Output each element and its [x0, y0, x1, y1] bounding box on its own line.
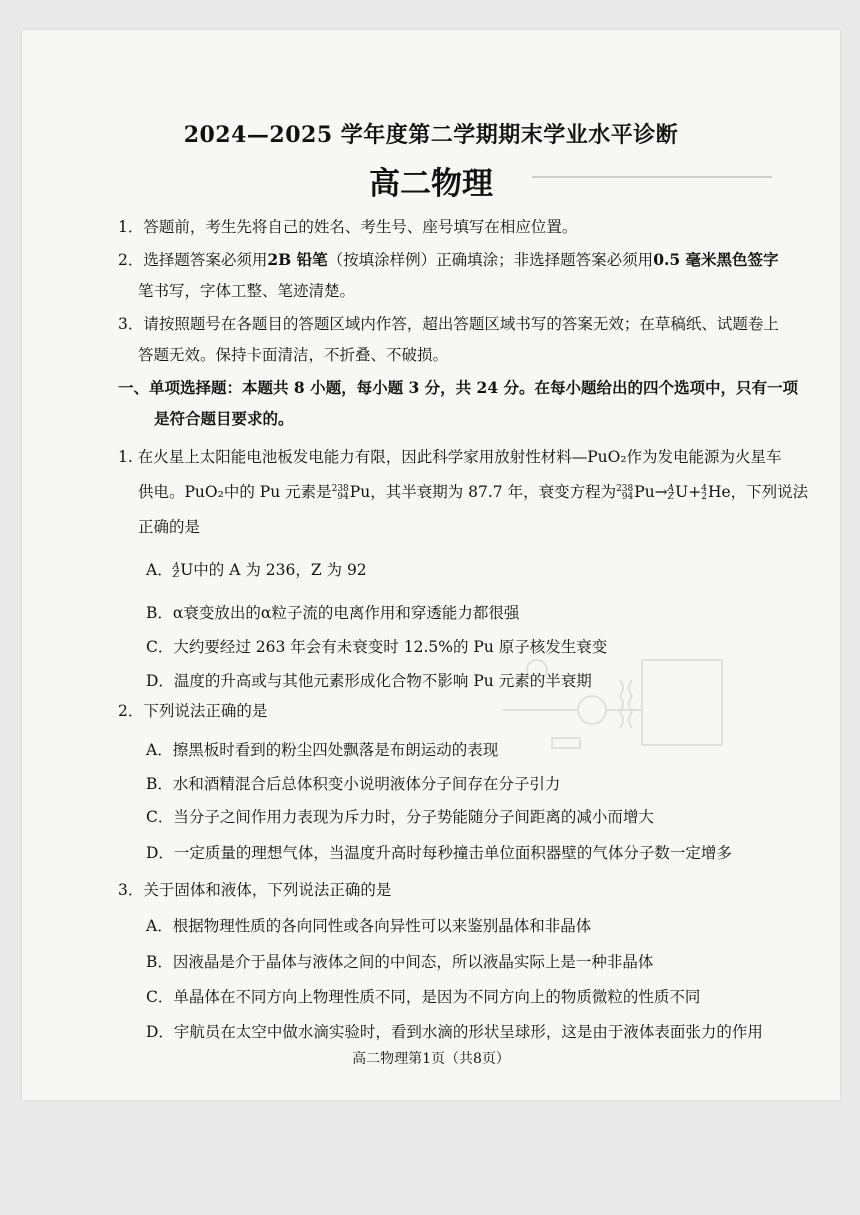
q1-option-a-Z: Z: [172, 570, 180, 580]
q1-option-a-text: U中的 A 为 236，Z 为 92: [180, 561, 367, 579]
eq-pu-num: 94: [621, 492, 634, 502]
q1-option-a-label: A．: [146, 561, 173, 579]
eq-u-A: A: [667, 484, 675, 494]
q3-option-d: D．宇航员在太空中做水滴实验时，看到水滴的形状呈球形，这是由于液体表面张力的作用: [146, 1023, 763, 1041]
q1-option-a: [146, 558, 367, 580]
subject-title: 高二物理: [369, 166, 493, 202]
instruction-2: [118, 248, 779, 270]
section-heading: 一、单项选择题：本题共 8 小题，每小题 3 分，共 24 分。在每小题给出的四个选项中，只有一项: [118, 378, 799, 397]
instruction-2-cont: 笔书写，字体工整、笔迹清楚。: [138, 282, 356, 300]
q1-option-c: C．大约要经过 263 年会有未衰变时 12.5%的 Pu 原子核发生衰变: [146, 638, 608, 656]
instruction-3: 3．请按照题号在各题目的答题区域内作答，超出答题区域书写的答案无效；在草稿纸、试题卷上: [118, 315, 779, 333]
instruction-2-pencil: 2B 铅笔: [267, 250, 328, 269]
eq-u-isotope: [668, 485, 675, 501]
q2-stem: 2．下列说法正确的是: [118, 702, 268, 720]
instruction-1: 1．答题前，考生先将自己的姓名、考生号、座号填写在相应位置。: [118, 218, 578, 236]
q1-option-b: B．α衰变放出的α粒子流的电离作用和穿透能力都很强: [146, 604, 520, 622]
q2-option-d: D．一定质量的理想气体，当温度升高时每秒撞击单位面积器壁的气体分子数一定增多: [146, 844, 732, 862]
section-heading-cont: 是符合题目要求的。: [154, 409, 294, 428]
eq-he-rest: He，下列说法: [707, 483, 809, 501]
eq-pu-isotope: [616, 485, 633, 501]
q3-option-c: C．单晶体在不同方向上物理性质不同，是因为不同方向上的物质微粒的性质不同: [146, 988, 701, 1006]
instruction-3-cont: 答题无效。保持卡面清洁，不折叠、不破损。: [138, 346, 449, 364]
q1-stem-line2: [138, 480, 808, 502]
q3-stem: 3．关于固体和液体，下列说法正确的是: [118, 881, 392, 899]
eq-he-isotope: [701, 485, 707, 501]
q2-option-c: C．当分子之间作用力表现为斥力时，分子势能随分子间距离的减小而增大: [146, 808, 654, 826]
page-footer: 高二物理第1页（共8页）: [352, 1051, 510, 1067]
q2-option-b: B．水和酒精混合后总体积变小说明液体分子间存在分子引力: [146, 775, 561, 793]
pu-atomic-number: 94: [337, 492, 349, 502]
eq-pu-mass: 238: [616, 484, 634, 494]
q1-option-a-A: A: [172, 562, 180, 572]
bleed-through-circuit-graphic: [492, 650, 732, 760]
q3-option-b: B．因液晶是介于晶体与液体之间的中间态，所以液晶实际上是一种非晶体: [146, 953, 654, 971]
eq-he-num: 2: [701, 492, 707, 502]
instruction-2-text-a: 2．选择题答案必须用: [118, 251, 268, 269]
q3-option-a: A．根据物理性质的各向同性或各向异性可以来鉴别晶体和非晶体: [146, 917, 592, 935]
pu-mass-number: 238: [331, 484, 349, 494]
exam-sheet: [22, 30, 840, 1100]
eq-u: U+: [675, 483, 702, 501]
q1-text: 供电。PuO₂中的 Pu 元素是: [138, 483, 332, 501]
instruction-2-text-c: （按填涂样例）正确填涂；非选择题答案必须用: [327, 251, 654, 269]
eq-arrow: Pu→: [634, 483, 668, 501]
exam-title: 2024—2025 学年度第二学期期末学业水平诊断: [183, 122, 679, 148]
q1-stem-line3: 正确的是: [138, 518, 201, 536]
eq-he-mass: 4: [701, 484, 707, 494]
q1-text-2: Pu，其半衰期为 87.7 年，衰变方程为: [349, 483, 617, 501]
pu-isotope: [332, 485, 349, 501]
q1-option-d: D．温度的升高或与其他元素形成化合物不影响 Pu 元素的半衰期: [146, 672, 592, 690]
q1-stem-line1: 1. 在火星上太阳能电池板发电能力有限，因此科学家用放射性材料—PuO₂作为发电能源为火星车: [118, 448, 782, 466]
q1-option-a-isotope: [173, 563, 180, 579]
q2-option-a: A．擦黑板时看到的粉尘四处飘落是布朗运动的表现: [146, 741, 499, 759]
instruction-2-pen: 0.5 毫米黑色签字: [653, 250, 779, 269]
eq-u-Z: Z: [667, 492, 675, 502]
